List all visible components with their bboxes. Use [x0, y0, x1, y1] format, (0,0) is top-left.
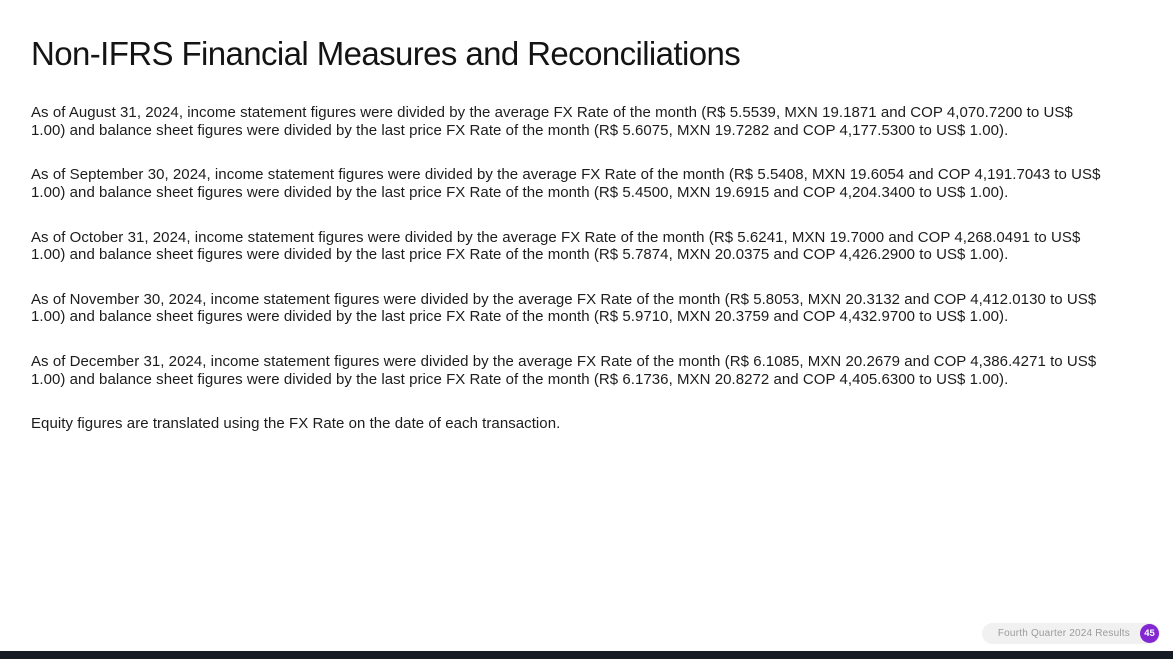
footer-pill — [982, 623, 1160, 644]
footer-label: Fourth Quarter 2024 Results — [997, 628, 1130, 639]
body-paragraph-october: As of October 31, 2024, income statement figures were divided by the average FX Rate of the month (R$ 5.6241, MXN 19.7000 and COP 4,268.0491 to US$ 1.00) and balance sheet figures were divided by the last price FX Rate of the month (R$ 5.7874, MXN 20.0375 and COP 4,426.2900 to US$ 1.00). — [31, 228, 1081, 264]
page-title: Non-IFRS Financial Measures and Reconciliations — [31, 35, 741, 72]
body-paragraph-equity: Equity figures are translated using the FX Rate on the date of each transaction. — [31, 415, 561, 433]
page-number-badge: 45 — [1140, 624, 1159, 643]
body-paragraph-december: As of December 31, 2024, income statement figures were divided by the average FX Rate of the month (R$ 6.1085, MXN 20.2679 and COP 4,386.4271 to US$ 1.00) and balance sheet figures were divided by the last price FX Rate of the month (R$ 6.1736, MXN 20.8272 and COP 4,405.6300 to US$ 1.00). — [31, 353, 1097, 388]
bottom-accent-bar — [0, 651, 1173, 659]
slide-footer — [982, 623, 1160, 644]
body-paragraph-november: As of November 30, 2024, income statement figures were divided by the average FX Rate of the month (R$ 5.8053, MXN 20.3132 and COP 4,412.0130 to US$ 1.00) and balance sheet figures were divided by the last price FX Rate of the month (R$ 5.9710, MXN 20.3759 and COP 4,432.9700 to US$ 1.00). — [31, 290, 1097, 326]
body-paragraph-september: As of September 30, 2024, income statement figures were divided by the average FX Rate of the month (R$ 5.5408, MXN 19.6054 and COP 4,191.7043 to US$ 1.00) and balance sheet figures were divided by the last price FX Rate of the month (R$ 5.4500, MXN 19.6915 and COP 4,204.3400 to US$ 1.00). — [31, 166, 1101, 202]
body-paragraph-august: As of August 31, 2024, income statement figures were divided by the average FX Rate of the month (R$ 5.5539, MXN 19.1871 and COP 4,070.7200 to US$ 1.00) and balance sheet figures were divided by the last price FX Rate of the month (R$ 5.6075, MXN 19.7282 and COP 4,177.5300 to US$ 1.00). — [31, 104, 1073, 139]
